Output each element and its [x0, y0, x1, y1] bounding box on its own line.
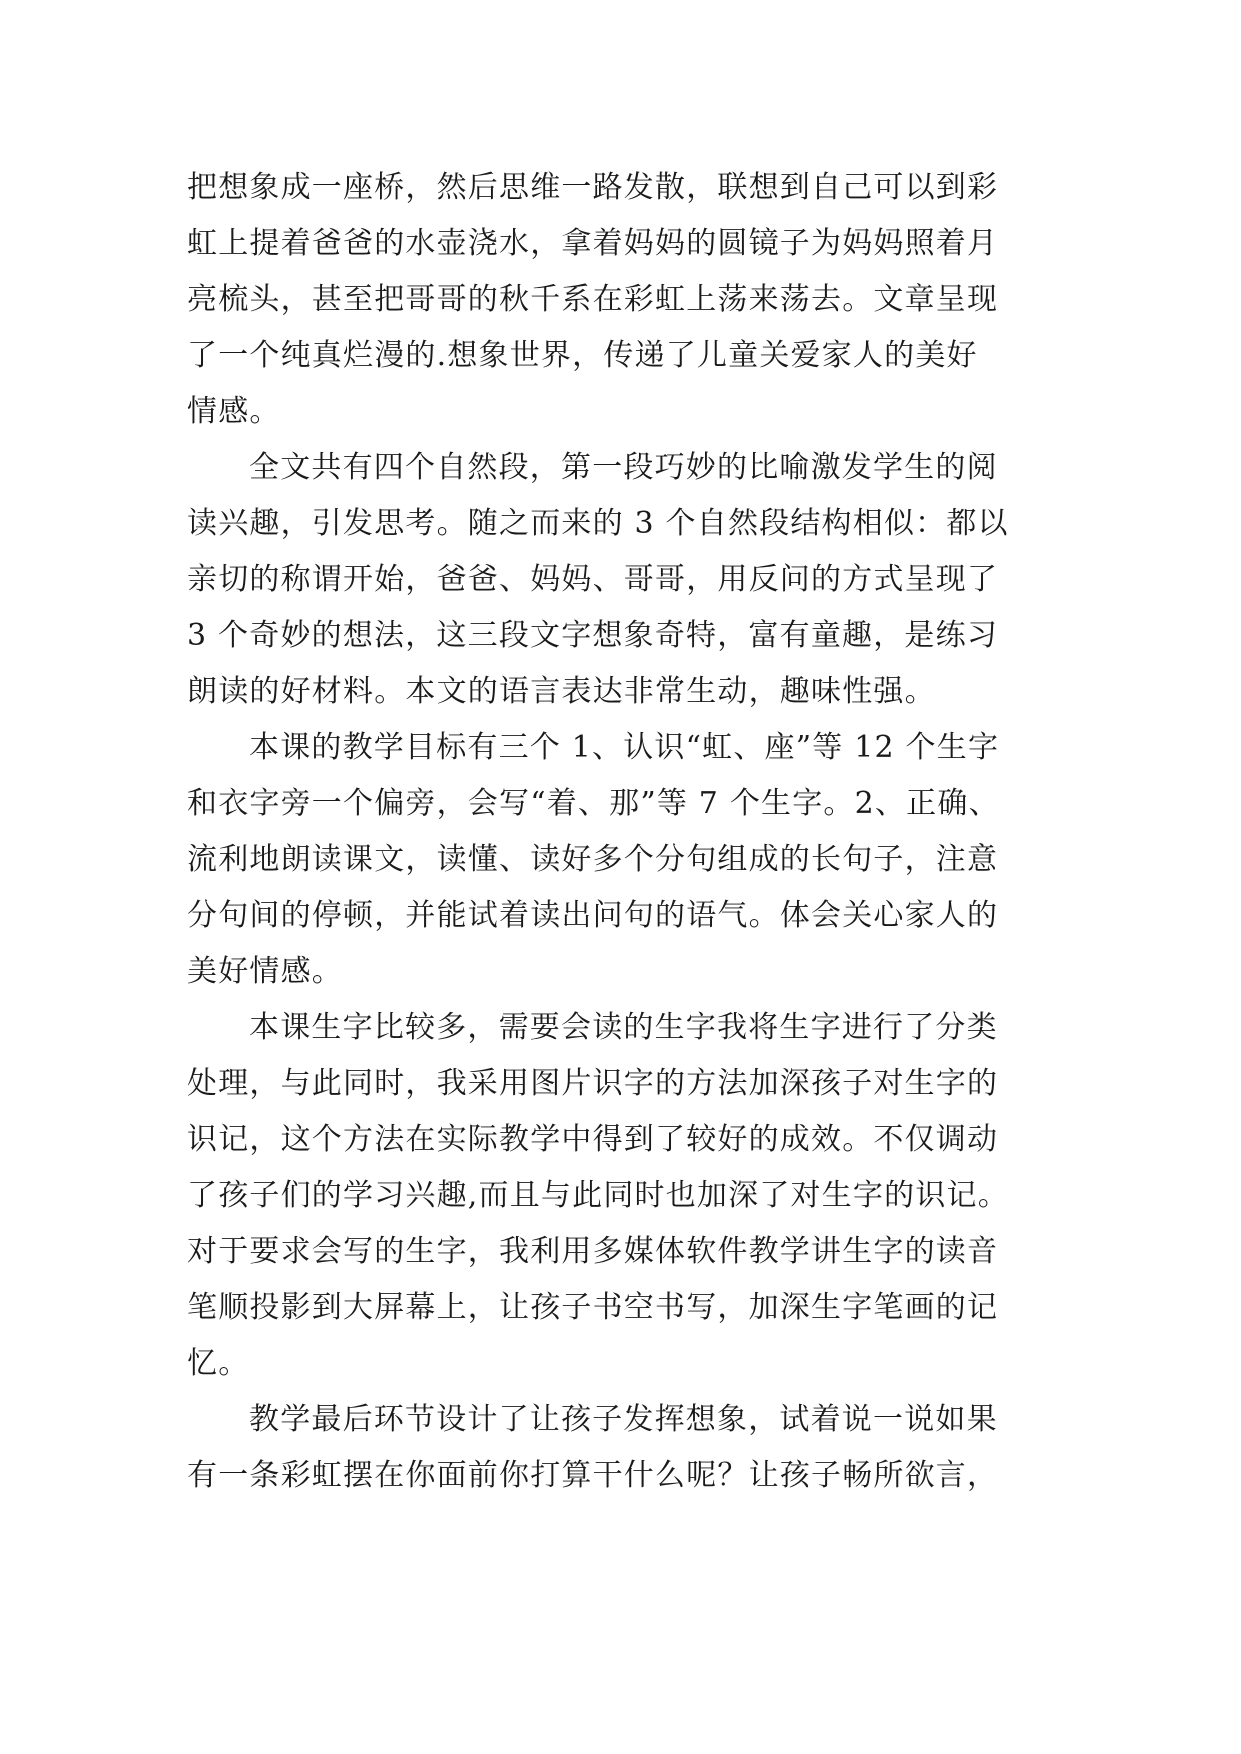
- text-line: 笔顺投影到大屏幕上，让孩子书空书写，加深生字笔画的记: [187, 1290, 999, 1325]
- text-line: 亮梳头，甚至把哥哥的秋千系在彩虹上荡来荡去。文章呈现: [187, 282, 999, 317]
- text-line: 美好情感。: [187, 954, 343, 989]
- paragraph-2: [187, 440, 1047, 720]
- text-line: 忆。: [187, 1346, 250, 1381]
- text-line: 朗读的好材料。本文的语言表达非常生动，趣味性强。: [187, 674, 936, 709]
- text-line: 了一个纯真烂漫的.想象世界，传递了儿童关爱家人的美好: [187, 338, 978, 373]
- text-line: 本课生字比较多，需要会读的生字我将生字进行了分类: [249, 1010, 998, 1045]
- text-line: 情感。: [187, 394, 281, 429]
- text-line: 教学最后环节设计了让孩子发挥想象，试着说一说如果: [249, 1402, 998, 1437]
- text-line: 虹上提着爸爸的水壶浇水，拿着妈妈的圆镜子为妈妈照着月: [187, 226, 999, 261]
- paragraph-1: [187, 160, 1047, 440]
- text-line: 流利地朗读课文，读懂、读好多个分句组成的长句子，注意: [187, 842, 999, 877]
- text-line: 有一条彩虹摆在你面前你打算干什么呢？让孩子畅所欲言，: [187, 1458, 999, 1493]
- text-line: 亲切的称谓开始，爸爸、妈妈、哥哥，用反问的方式呈现了: [187, 562, 999, 597]
- document-body: [187, 160, 1047, 1504]
- text-line: 3 个奇妙的想法，这三段文字想象奇特，富有童趣，是练习: [187, 618, 999, 653]
- text-line: 了孩子们的学习兴趣,而且与此同时也加深了对生字的识记。: [187, 1178, 1009, 1213]
- text-line: 对于要求会写的生字，我利用多媒体软件教学讲生字的读音: [187, 1234, 999, 1269]
- text-line: 读兴趣，引发思考。随之而来的 3 个自然段结构相似：都以: [187, 506, 1009, 541]
- text-line: 处理，与此同时，我采用图片识字的方法加深孩子对生字的: [187, 1066, 999, 1101]
- paragraph-5: [187, 1392, 1047, 1504]
- text-line: 把想象成一座桥，然后思维一路发散，联想到自己可以到彩: [187, 170, 999, 205]
- text-line: 分句间的停顿，并能试着读出问句的语气。体会关心家人的: [187, 898, 999, 933]
- paragraph-3: [187, 720, 1047, 1000]
- text-line: 全文共有四个自然段，第一段巧妙的比喻激发学生的阅: [249, 450, 998, 485]
- paragraph-4: [187, 1000, 1047, 1392]
- text-line: 本课的教学目标有三个 1、认识“虹、座”等 12 个生字: [249, 730, 1000, 765]
- text-line: 和衣字旁一个偏旁，会写“着、那”等 7 个生字。2、正确、: [187, 786, 1000, 821]
- text-line: 识记，这个方法在实际教学中得到了较好的成效。不仅调动: [187, 1122, 999, 1157]
